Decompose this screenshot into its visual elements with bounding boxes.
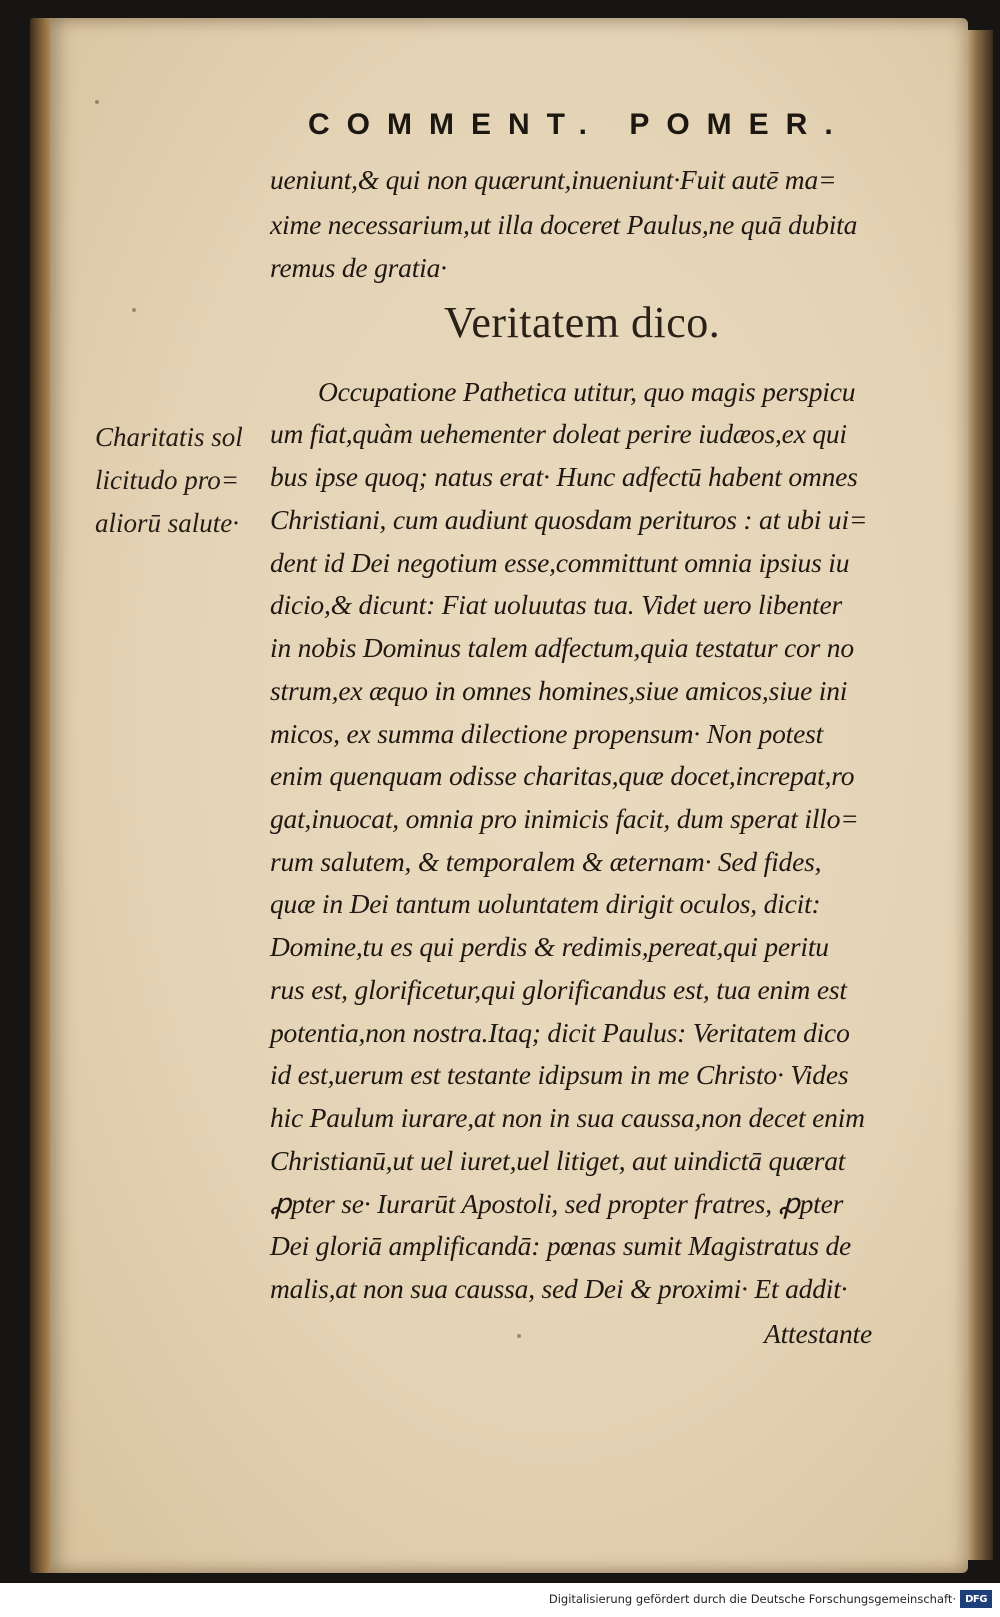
body-line: rus est, glorificetur,qui glorificandus est, tua enim est — [270, 974, 847, 1005]
catchword: Attestante — [764, 1318, 872, 1349]
body-line: potentia,non nostra.Itaq; dicit Paulus: Veritatem dico — [270, 1017, 850, 1048]
margin-note-line: licitudo pro= — [95, 465, 239, 495]
dfg-logo: DFG — [960, 1590, 992, 1608]
body-line: xime necessarium,ut illa doceret Paulus,ne quā dubita — [270, 209, 858, 240]
body-line: in nobis Dominus talem adfectum,quia testatur cor no — [270, 632, 854, 663]
ink-speck — [132, 308, 136, 312]
body-line: malis,at non sua caussa, sed Dei & proximi· Et addit· — [270, 1273, 848, 1304]
ink-speck — [517, 1334, 521, 1338]
running-head: COMMENT. POMER. — [308, 108, 850, 141]
body-line: gat,inuocat, omnia pro inimicis facit, dum sperat illo= — [270, 803, 859, 834]
body-line: hic Paulum iurare,at non in sua caussa,non decet enim — [270, 1102, 865, 1133]
body-line: id est,uerum est testante idipsum in me Christo· Vides — [270, 1059, 849, 1090]
section-heading: Veritatem dico. — [444, 298, 721, 347]
body-line: ueniunt,& qui non quærunt,inueniunt·Fuit autē ma= — [270, 164, 837, 195]
margin-note-line: aliorū salute· — [95, 508, 240, 538]
footer-credit: Digitalisierung gefördert durch die Deutsche Forschungsgemeinschaft· — [548, 1592, 956, 1606]
body-line: rum salutem, & temporalem & æternam· Sed fides, — [270, 846, 822, 877]
margin-note-line: Charitatis sol — [95, 422, 243, 452]
body-line: Occupatione Pathetica utitur, quo magis perspicu — [318, 376, 856, 407]
body-line: strum,ex æquo in omnes homines,siue amicos,siue ini — [270, 675, 848, 706]
body-line: ꝓpter se· Iurarūt Apostoli, sed propter fratres, ꝓpter — [270, 1188, 844, 1219]
body-line: quæ in Dei tantum uoluntatem dirigit oculos, dicit: — [270, 888, 821, 919]
body-line: dicio,& dicunt: Fiat uoluutas tua. Videt uero libenter — [270, 589, 842, 620]
body-line: bus ipse quoq; natus erat· Hunc adfectū habent omnes — [270, 461, 858, 492]
body-line: enim quenquam odisse charitas,quæ docet,increpat,ro — [270, 760, 855, 791]
footer-bar — [0, 1583, 1000, 1617]
book-edge-right — [965, 30, 993, 1560]
ink-speck — [95, 100, 99, 104]
body-line: Dei gloriā amplificandā: pœnas sumit Magistratus de — [270, 1230, 852, 1261]
book-edge-left — [30, 18, 52, 1573]
body-line: Christiani, cum audiunt quosdam perituros : at ubi ui= — [270, 504, 868, 535]
body-line: um fiat,quàm uehementer doleat perire iudæos,ex qui — [270, 418, 847, 449]
body-line: Domine,tu es qui perdis & redimis,pereat,qui peritu — [270, 931, 829, 962]
body-line: remus de gratia· — [270, 252, 447, 283]
body-line: Christianū,ut uel iuret,uel litiget, aut uindictā quærat — [270, 1145, 846, 1176]
body-line: micos, ex summa dilectione propensum· Non potest — [270, 718, 824, 749]
body-line: dent id Dei negotium esse,committunt omnia ipsius iu — [270, 547, 850, 578]
